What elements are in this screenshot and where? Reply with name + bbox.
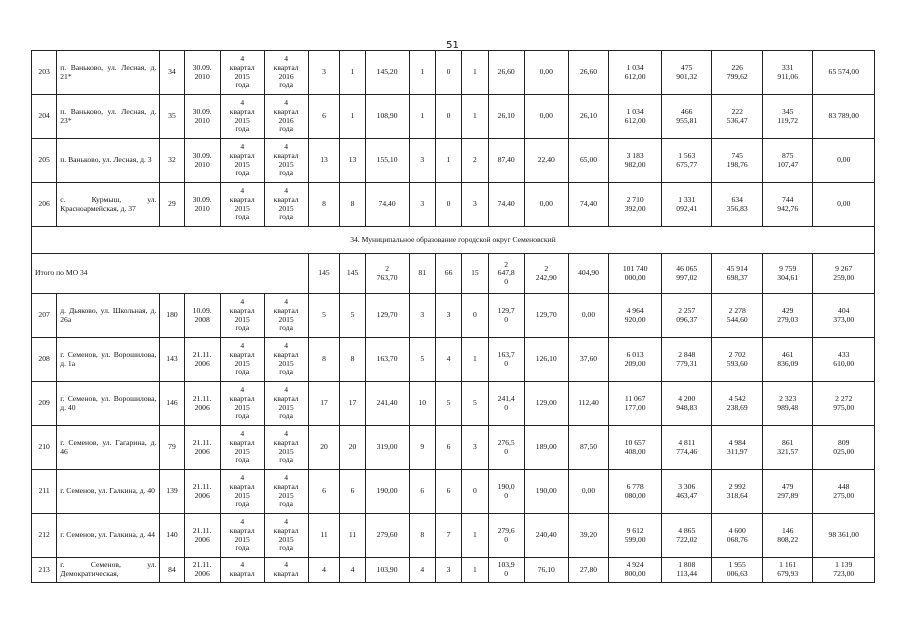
table-row — [32, 51, 875, 95]
cell-c19: 809 025,00 — [813, 426, 875, 470]
cell-c7: 4 — [340, 558, 365, 583]
cell-c12: 87,40 — [488, 139, 524, 183]
cell-n: 213 — [32, 558, 57, 583]
cell-c18: 429 279,03 — [762, 294, 812, 338]
cell-q1: 4 квартал 2015 года — [220, 338, 264, 382]
cell-c19: 65 574,00 — [813, 51, 875, 95]
cell-c14: 37,60 — [568, 338, 609, 382]
cell-q1: 4 квартал 2015 года — [220, 514, 264, 558]
cell-c8: 190,00 — [365, 470, 409, 514]
cell-c3: 139 — [160, 470, 184, 514]
cell-c7: 8 — [340, 183, 365, 227]
cell-c10: 3 — [435, 294, 461, 338]
cell-n: 206 — [32, 183, 57, 227]
cell-c13: 0,00 — [524, 51, 568, 95]
cell-c7: 6 — [340, 470, 365, 514]
cell-c16: 2 848 779,31 — [662, 338, 712, 382]
cell-date: 10.09. 2008 — [184, 294, 220, 338]
cell-c18: 146 808,22 — [762, 514, 812, 558]
cell-c13: 76,10 — [524, 558, 568, 583]
cell-c12: 279,6 0 — [488, 514, 524, 558]
cell-c10: 6 — [435, 426, 461, 470]
cell-c12: 241,4 0 — [488, 382, 524, 426]
cell-date: 21.11. 2006 — [184, 426, 220, 470]
cell-c11: 2 — [462, 139, 488, 183]
cell-c11: 3 — [462, 426, 488, 470]
cell-c12: 26,10 — [488, 95, 524, 139]
cell-c17: 226 799,62 — [712, 51, 762, 95]
cell-q2: 4 квартал 2015 года — [264, 514, 308, 558]
cell-c16: 4 200 948,83 — [662, 382, 712, 426]
total-c14: 404,90 — [568, 254, 609, 294]
cell-c16: 466 955,81 — [662, 95, 712, 139]
cell-c18: 479 297,89 — [762, 470, 812, 514]
cell-q1: 4 квартал 2015 года — [220, 382, 264, 426]
cell-c6: 8 — [308, 183, 340, 227]
cell-c19: 98 361,00 — [813, 514, 875, 558]
cell-c17: 4 984 311,97 — [712, 426, 762, 470]
cell-q2: 4 квартал 2016 года — [264, 95, 308, 139]
table-row — [32, 514, 875, 558]
cell-c7: 17 — [340, 382, 365, 426]
cell-c9: 1 — [409, 95, 435, 139]
cell-c17: 634 356,83 — [712, 183, 762, 227]
cell-c9: 4 — [409, 558, 435, 583]
cell-q1: 4 квартал 2015 года — [220, 51, 264, 95]
cell-c14: 112,40 — [568, 382, 609, 426]
cell-c6: 6 — [308, 470, 340, 514]
cell-q2: 4 квартал 2015 года — [264, 426, 308, 470]
table-row — [32, 183, 875, 227]
table-row — [32, 95, 875, 139]
cell-c6: 4 — [308, 558, 340, 583]
cell-c8: 103,90 — [365, 558, 409, 583]
cell-c7: 1 — [340, 95, 365, 139]
cell-c15: 6 778 080,00 — [609, 470, 662, 514]
cell-c7: 1 — [340, 51, 365, 95]
cell-q1: 4 квартал 2015 года — [220, 139, 264, 183]
cell-c13: 126,10 — [524, 338, 568, 382]
cell-q1: 4 квартал 2015 года — [220, 470, 264, 514]
cell-c3: 143 — [160, 338, 184, 382]
cell-c9: 8 — [409, 514, 435, 558]
cell-c8: 163,70 — [365, 338, 409, 382]
cell-c11: 1 — [462, 51, 488, 95]
cell-c17: 2 992 318,64 — [712, 470, 762, 514]
cell-c10: 6 — [435, 470, 461, 514]
cell-c3: 79 — [160, 426, 184, 470]
table-row — [32, 426, 875, 470]
cell-date: 30.09. 2010 — [184, 95, 220, 139]
cell-n: 204 — [32, 95, 57, 139]
cell-c14: 26,10 — [568, 95, 609, 139]
total-c19: 9 267 259,00 — [813, 254, 875, 294]
cell-q1: 4 квартал 2015 года — [220, 294, 264, 338]
cell-c16: 1 331 092,41 — [662, 183, 712, 227]
cell-c12: 129,7 0 — [488, 294, 524, 338]
section-title: 34. Муниципальное образование городской округ Семеновский — [32, 227, 875, 254]
total-label: Итого по МО 34 — [32, 254, 309, 294]
cell-c15: 3 183 982,00 — [609, 139, 662, 183]
table-row — [32, 558, 875, 583]
cell-c13: 129,70 — [524, 294, 568, 338]
cell-c15: 2 710 392,00 — [609, 183, 662, 227]
cell-addr: г. Семенов, ул. Галкина, д. 40 — [57, 470, 160, 514]
cell-c14: 87,50 — [568, 426, 609, 470]
cell-c14: 74,40 — [568, 183, 609, 227]
cell-c13: 0,00 — [524, 183, 568, 227]
cell-c13: 189,00 — [524, 426, 568, 470]
cell-c9: 5 — [409, 338, 435, 382]
cell-c9: 9 — [409, 426, 435, 470]
cell-c10: 0 — [435, 51, 461, 95]
cell-q2: 4 квартал 2016 года — [264, 51, 308, 95]
cell-q2: 4 квартал 2015 года — [264, 470, 308, 514]
cell-c3: 140 — [160, 514, 184, 558]
cell-c11: 1 — [462, 338, 488, 382]
cell-date: 21.11. 2006 — [184, 470, 220, 514]
cell-addr: д. Дьяково, ул. Школьная, д. 26а — [57, 294, 160, 338]
table-row — [32, 294, 875, 338]
cell-addr: г. Семенов, ул. Ворошилова, д. 40 — [57, 382, 160, 426]
cell-c14: 26,60 — [568, 51, 609, 95]
cell-date: 30.09. 2010 — [184, 51, 220, 95]
cell-c3: 34 — [160, 51, 184, 95]
cell-c11: 0 — [462, 470, 488, 514]
cell-c18: 1 161 679,93 — [762, 558, 812, 583]
cell-c17: 4 542 238,69 — [712, 382, 762, 426]
cell-c19: 0,00 — [813, 183, 875, 227]
cell-n: 208 — [32, 338, 57, 382]
cell-c15: 9 612 599,00 — [609, 514, 662, 558]
cell-c15: 10 657 408,00 — [609, 426, 662, 470]
cell-c18: 861 321,57 — [762, 426, 812, 470]
cell-c19: 404 373,00 — [813, 294, 875, 338]
cell-c18: 331 911,06 — [762, 51, 812, 95]
cell-c13: 129,00 — [524, 382, 568, 426]
cell-addr: п. Ваньково, ул. Лесная, д. 21* — [57, 51, 160, 95]
cell-q1: 4 квартал — [220, 558, 264, 583]
cell-q2: 4 квартал 2015 года — [264, 183, 308, 227]
cell-n: 211 — [32, 470, 57, 514]
cell-c7: 13 — [340, 139, 365, 183]
cell-c18: 2 323 989,48 — [762, 382, 812, 426]
cell-c19: 83 789,00 — [813, 95, 875, 139]
page-number: 51 — [446, 40, 459, 51]
cell-c6: 17 — [308, 382, 340, 426]
cell-c16: 4 865 722,02 — [662, 514, 712, 558]
cell-q1: 4 квартал 2015 года — [220, 95, 264, 139]
cell-c17: 4 600 068,76 — [712, 514, 762, 558]
cell-c15: 1 034 612,00 — [609, 95, 662, 139]
cell-q2: 4 квартал 2015 года — [264, 294, 308, 338]
cell-q2: 4 квартал — [264, 558, 308, 583]
cell-c3: 84 — [160, 558, 184, 583]
cell-addr: г. Семенов, ул. Ворошилова, д. 1а — [57, 338, 160, 382]
cell-c13: 22,40 — [524, 139, 568, 183]
cell-addr: г. Семенов, ул. Галкина, д. 44 — [57, 514, 160, 558]
total-c8: 2 763,70 — [365, 254, 409, 294]
total-c13: 2 242,90 — [524, 254, 568, 294]
cell-date: 21.11. 2006 — [184, 382, 220, 426]
table-row — [32, 338, 875, 382]
cell-c9: 1 — [409, 51, 435, 95]
cell-c3: 29 — [160, 183, 184, 227]
total-c17: 45 914 698,37 — [712, 254, 762, 294]
cell-c9: 10 — [409, 382, 435, 426]
cell-c6: 3 — [308, 51, 340, 95]
cell-c10: 7 — [435, 514, 461, 558]
total-c12: 2 647,8 0 — [488, 254, 524, 294]
cell-c16: 2 257 096,37 — [662, 294, 712, 338]
cell-n: 209 — [32, 382, 57, 426]
cell-c17: 2 702 593,60 — [712, 338, 762, 382]
cell-c9: 3 — [409, 139, 435, 183]
cell-c18: 875 107,47 — [762, 139, 812, 183]
total-c11: 15 — [462, 254, 488, 294]
cell-n: 210 — [32, 426, 57, 470]
cell-c10: 0 — [435, 95, 461, 139]
cell-n: 212 — [32, 514, 57, 558]
cell-c11: 1 — [462, 514, 488, 558]
cell-c14: 0,00 — [568, 294, 609, 338]
cell-c11: 1 — [462, 558, 488, 583]
cell-c8: 145,20 — [365, 51, 409, 95]
cell-c14: 65,00 — [568, 139, 609, 183]
cell-c14: 0,00 — [568, 470, 609, 514]
cell-c16: 1 808 113,44 — [662, 558, 712, 583]
cell-c19: 2 272 975,00 — [813, 382, 875, 426]
cell-c11: 3 — [462, 183, 488, 227]
table-row — [32, 139, 875, 183]
cell-c14: 39,20 — [568, 514, 609, 558]
cell-q1: 4 квартал 2015 года — [220, 183, 264, 227]
cell-c15: 4 964 920,00 — [609, 294, 662, 338]
cell-c7: 5 — [340, 294, 365, 338]
cell-c10: 3 — [435, 558, 461, 583]
cell-c19: 1 139 723,00 — [813, 558, 875, 583]
cell-date: 30.09. 2010 — [184, 183, 220, 227]
cell-c13: 0,00 — [524, 95, 568, 139]
cell-c18: 461 836,09 — [762, 338, 812, 382]
table-row — [32, 470, 875, 514]
cell-c12: 26,60 — [488, 51, 524, 95]
cell-date: 21.11. 2006 — [184, 338, 220, 382]
cell-c11: 0 — [462, 294, 488, 338]
cell-c17: 222 536,47 — [712, 95, 762, 139]
cell-c10: 0 — [435, 183, 461, 227]
cell-c16: 475 901,32 — [662, 51, 712, 95]
cell-q2: 4 квартал 2015 года — [264, 139, 308, 183]
cell-c16: 4 811 774,46 — [662, 426, 712, 470]
cell-c6: 6 — [308, 95, 340, 139]
cell-c10: 1 — [435, 139, 461, 183]
total-c9: 81 — [409, 254, 435, 294]
cell-c6: 11 — [308, 514, 340, 558]
cell-addr: с. Курмыш, ул. Красноармейская, д. 37 — [57, 183, 160, 227]
cell-c18: 744 942,76 — [762, 183, 812, 227]
cell-addr: г. Семенов, ул. Гагарина, д. 46 — [57, 426, 160, 470]
cell-c19: 448 275,00 — [813, 470, 875, 514]
cell-c6: 13 — [308, 139, 340, 183]
cell-c6: 8 — [308, 338, 340, 382]
cell-c8: 241,40 — [365, 382, 409, 426]
table-row — [32, 382, 875, 426]
cell-c3: 146 — [160, 382, 184, 426]
cell-c8: 155,10 — [365, 139, 409, 183]
cell-c6: 20 — [308, 426, 340, 470]
cell-date: 21.11. 2006 — [184, 558, 220, 583]
cell-c7: 11 — [340, 514, 365, 558]
cell-c3: 180 — [160, 294, 184, 338]
cell-c13: 240,40 — [524, 514, 568, 558]
total-c7: 145 — [340, 254, 365, 294]
cell-c11: 5 — [462, 382, 488, 426]
total-c15: 101 740 000,00 — [609, 254, 662, 294]
cell-c16: 3 306 463,47 — [662, 470, 712, 514]
cell-n: 205 — [32, 139, 57, 183]
cell-q2: 4 квартал 2015 года — [264, 382, 308, 426]
cell-c7: 8 — [340, 338, 365, 382]
cell-c7: 20 — [340, 426, 365, 470]
cell-c3: 32 — [160, 139, 184, 183]
cell-c19: 0,00 — [813, 139, 875, 183]
cell-c12: 190,0 0 — [488, 470, 524, 514]
cell-c15: 6 013 209,00 — [609, 338, 662, 382]
cell-c17: 1 955 006,63 — [712, 558, 762, 583]
cell-c8: 108,90 — [365, 95, 409, 139]
cell-c9: 3 — [409, 294, 435, 338]
cell-c10: 4 — [435, 338, 461, 382]
cell-c12: 74,40 — [488, 183, 524, 227]
cell-q2: 4 квартал 2015 года — [264, 338, 308, 382]
cell-c12: 276,5 0 — [488, 426, 524, 470]
total-c16: 46 065 997,02 — [662, 254, 712, 294]
housing-table — [31, 50, 875, 583]
cell-c11: 1 — [462, 95, 488, 139]
cell-c12: 163,7 0 — [488, 338, 524, 382]
cell-q1: 4 квартал 2015 года — [220, 426, 264, 470]
cell-addr: п. Ваньково, ул. Лесная, д. 23* — [57, 95, 160, 139]
cell-c19: 433 610,00 — [813, 338, 875, 382]
cell-c18: 345 119,72 — [762, 95, 812, 139]
total-c10: 66 — [435, 254, 461, 294]
cell-c13: 190,00 — [524, 470, 568, 514]
cell-date: 30.09. 2010 — [184, 139, 220, 183]
cell-c17: 745 198,76 — [712, 139, 762, 183]
cell-addr: п. Ваньково, ул. Лесная, д. 3 — [57, 139, 160, 183]
cell-c12: 103,9 0 — [488, 558, 524, 583]
cell-c9: 6 — [409, 470, 435, 514]
cell-c8: 319,00 — [365, 426, 409, 470]
cell-c8: 129,70 — [365, 294, 409, 338]
cell-c16: 1 563 675,77 — [662, 139, 712, 183]
cell-c15: 4 924 800,00 — [609, 558, 662, 583]
cell-n: 203 — [32, 51, 57, 95]
total-c18: 9 759 304,61 — [762, 254, 812, 294]
cell-c8: 279,60 — [365, 514, 409, 558]
cell-c9: 3 — [409, 183, 435, 227]
total-c6: 145 — [308, 254, 340, 294]
cell-date: 21.11. 2006 — [184, 514, 220, 558]
cell-c15: 11 067 177,00 — [609, 382, 662, 426]
total-row — [32, 254, 875, 294]
cell-c14: 27,80 — [568, 558, 609, 583]
cell-c10: 5 — [435, 382, 461, 426]
cell-addr: г. Семенов, ул. Демократическая, — [57, 558, 160, 583]
cell-c15: 1 034 612,00 — [609, 51, 662, 95]
cell-c3: 35 — [160, 95, 184, 139]
cell-c17: 2 278 544,60 — [712, 294, 762, 338]
cell-c8: 74,40 — [365, 183, 409, 227]
cell-c6: 5 — [308, 294, 340, 338]
cell-n: 207 — [32, 294, 57, 338]
